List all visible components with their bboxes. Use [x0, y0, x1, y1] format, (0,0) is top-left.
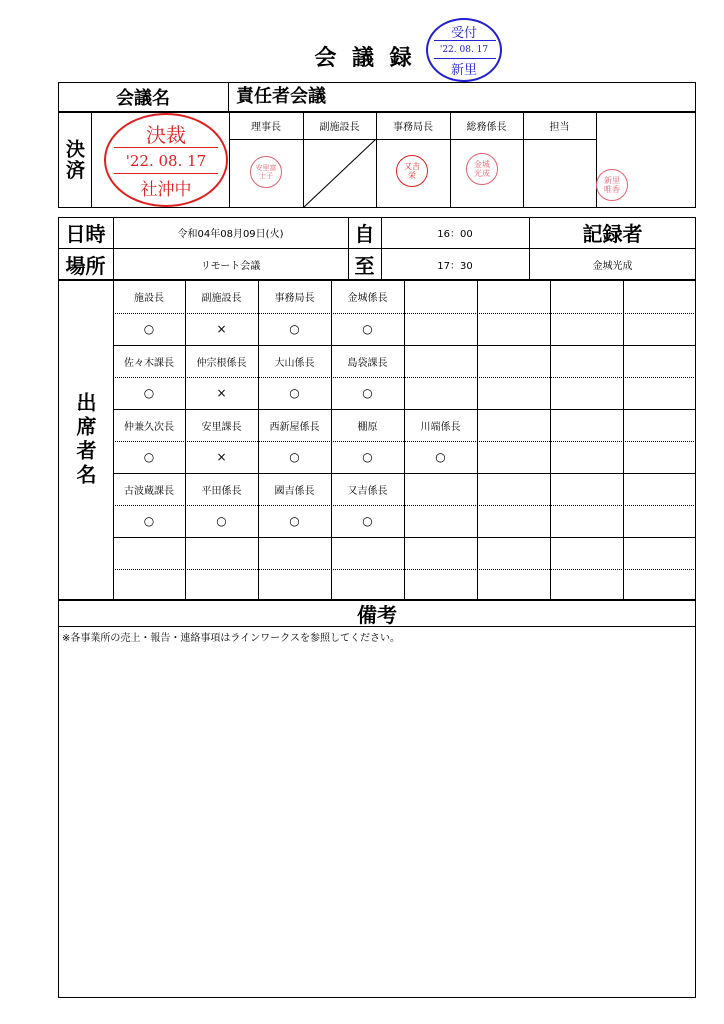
attendance-mark: ○ [362, 450, 373, 464]
attendance-mark [623, 441, 696, 473]
attendance-mark [113, 569, 185, 601]
attendance-mark [550, 441, 623, 473]
attendee-name: 仲宗根係長 [196, 357, 247, 369]
attendance-mark [623, 377, 696, 409]
attendee-name: 佐々木課長 [124, 357, 174, 369]
attendee-name [550, 280, 623, 313]
attendance-mark: ○ [289, 450, 300, 464]
datetime-value: 令和04年08月09日(火) [177, 229, 284, 240]
attendance-mark [404, 569, 477, 601]
page-title: 会 議 録 [314, 45, 416, 71]
attendance-mark [550, 313, 623, 345]
attendance-mark: ○ [143, 322, 155, 336]
attendee-name [550, 409, 623, 441]
meeting-name-label: 会議名 [116, 88, 170, 109]
approval-stamp [104, 113, 228, 207]
time-from-label: 自 [354, 222, 375, 246]
attendance-mark [550, 505, 623, 537]
seal-staff [596, 169, 628, 201]
seal-general-affairs [466, 153, 498, 185]
attendee-name [623, 345, 696, 377]
attendee-name [550, 473, 623, 505]
attendee-name [404, 537, 477, 569]
attendance-mark: ○ [143, 514, 155, 528]
approval-stamp-date: '22. 08. 17 [125, 151, 207, 170]
attendee-name [477, 280, 550, 313]
attendee-name [477, 537, 550, 569]
attendee-name: 平田係長 [201, 485, 242, 497]
place-label: 場所 [65, 253, 106, 278]
attendance-mark: ○ [362, 322, 373, 336]
attendance-mark [477, 377, 550, 409]
attendee-name [623, 537, 696, 569]
attendance-mark: ○ [143, 450, 155, 464]
attendance-mark [477, 569, 550, 601]
attendee-name [404, 473, 477, 505]
attendee-name: 事務局長 [274, 293, 315, 304]
attendance-mark [623, 313, 696, 345]
attendee-name: 安里課長 [201, 421, 242, 433]
seal-secretary-general [396, 155, 428, 187]
attendance-mark: ○ [362, 386, 373, 400]
approval-label: 決済 [63, 139, 85, 181]
role-chairman: 理事長 [251, 122, 281, 133]
reception-stamp [426, 18, 502, 82]
attendee-name [477, 473, 550, 505]
attendee-name: 國吉係長 [274, 485, 315, 497]
attendee-name [404, 280, 477, 313]
attendee-name: 大山係長 [274, 357, 315, 369]
attendance-mark: ○ [289, 322, 300, 336]
attendee-name: 古波蔵課長 [124, 485, 174, 497]
attendance-mark: ○ [289, 386, 300, 400]
seal-general-affairs-text: 金城光成 [474, 160, 490, 178]
attendance-mark [477, 505, 550, 537]
attendee-name [623, 473, 696, 505]
attendee-name [623, 409, 696, 441]
attendee-name: 金城係長 [347, 293, 388, 304]
role-secretary-general: 事務局長 [393, 122, 433, 133]
attendee-name: 副施設長 [201, 293, 242, 304]
attendance-mark: ○ [435, 450, 446, 464]
recorder-label: 記録者 [582, 222, 643, 246]
meeting-name-value: 責任者会議 [236, 86, 326, 107]
attendance-mark: × [216, 450, 227, 464]
datetime-label: 日時 [65, 222, 106, 246]
attendance-mark [623, 505, 696, 537]
attendance-mark [623, 569, 696, 601]
attendance-mark: × [216, 386, 227, 400]
attendee-name: 施設長 [134, 293, 164, 304]
approval-stamp-bottom: 社沖中 [140, 179, 192, 200]
attendance-mark [404, 505, 477, 537]
seal-chairman-text: 安里富士子 [255, 164, 277, 180]
reception-stamp-top: 受付 [450, 25, 477, 41]
attendance-mark: ○ [362, 514, 373, 528]
attendee-name [404, 345, 477, 377]
attendance-mark [404, 377, 477, 409]
attendees-label: 出席者名 [73, 392, 97, 488]
attendee-name [185, 537, 258, 569]
remarks-text: ※各事業所の売上・報告・連絡事項はラインワークスを参照してください。 [62, 633, 400, 644]
attendee-name [331, 537, 404, 569]
seal-secretary-general-text: 又吉栄 [404, 162, 420, 180]
time-to-value: 17：30 [437, 260, 473, 272]
attendee-name: 島袋課長 [347, 357, 388, 369]
attendee-name [623, 280, 696, 313]
approval-stamp-top: 決裁 [146, 122, 186, 147]
attendee-name [258, 537, 331, 569]
attendee-name [550, 537, 623, 569]
place-value: リモート会議 [200, 260, 261, 272]
seal-chairman [250, 156, 282, 188]
attendee-name [113, 537, 185, 569]
time-from-value: 16：00 [437, 229, 473, 240]
attendance-mark [550, 377, 623, 409]
reception-stamp-bottom: 新里 [450, 62, 477, 78]
attendance-mark [550, 569, 623, 601]
attendance-mark: × [216, 322, 227, 336]
role-general-affairs: 総務係長 [466, 122, 507, 133]
attendee-name: 西新屋係長 [269, 421, 320, 433]
vacant-seal-slash [303, 139, 376, 208]
attendee-name [550, 345, 623, 377]
remarks-label: 備考 [357, 603, 397, 627]
remarks-body [58, 626, 696, 998]
seal-staff-text: 新里唯香 [604, 176, 620, 194]
attendance-mark: ○ [216, 514, 227, 528]
attendee-name: 又吉係長 [347, 485, 388, 497]
role-staff: 担当 [549, 122, 570, 133]
attendance-mark [331, 569, 404, 601]
attendance-mark: ○ [143, 386, 155, 400]
attendee-name [477, 409, 550, 441]
attendance-mark: ○ [289, 514, 300, 528]
time-to-label: 至 [354, 253, 375, 278]
attendance-mark [477, 313, 550, 345]
attendee-name: 仲兼久次長 [124, 421, 174, 433]
attendee-name: 川端係長 [420, 421, 461, 433]
attendee-name [477, 345, 550, 377]
attendance-mark [477, 441, 550, 473]
attendance-mark [185, 569, 258, 601]
recorder-value: 金城光成 [592, 260, 633, 272]
attendee-name: 棚原 [357, 421, 378, 433]
reception-stamp-date: '22. 08. 17 [439, 44, 489, 55]
attendance-mark [258, 569, 331, 601]
attendance-mark [404, 313, 477, 345]
role-vice-director: 副施設長 [319, 122, 360, 133]
